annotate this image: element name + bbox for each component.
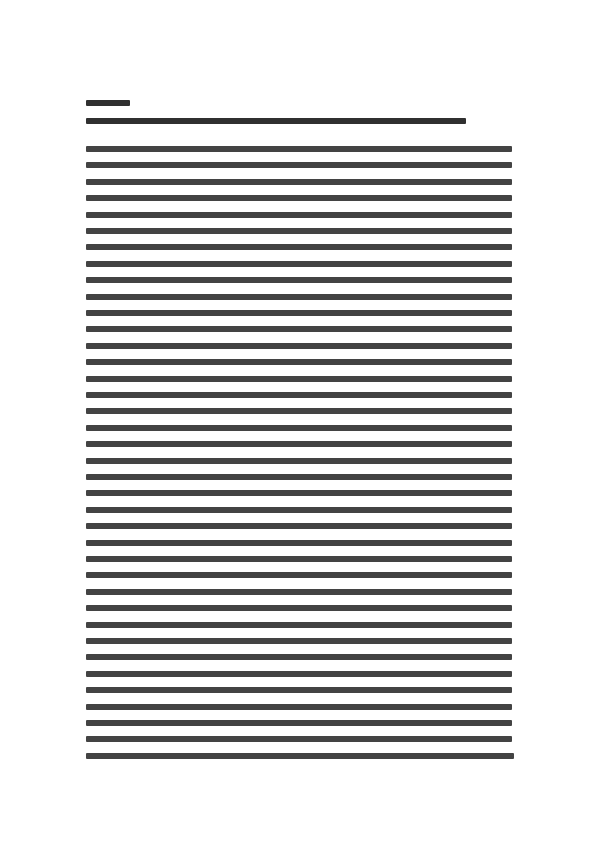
- body-line: [86, 359, 512, 365]
- body-line: [86, 490, 512, 496]
- header-line-2: [86, 118, 466, 124]
- body-line: [86, 408, 512, 414]
- body-line: [86, 195, 512, 201]
- body-line: [86, 753, 514, 759]
- body-line: [86, 556, 512, 562]
- body-line: [86, 146, 512, 152]
- body-line: [86, 605, 512, 611]
- body-line: [86, 704, 512, 710]
- body-line: [86, 310, 512, 316]
- body-line: [86, 589, 512, 595]
- body-line: [86, 441, 512, 447]
- body-line: [86, 507, 512, 513]
- body-line: [86, 671, 512, 677]
- body-line: [86, 392, 512, 398]
- body-line: [86, 720, 512, 726]
- body-line: [86, 261, 512, 267]
- body-line: [86, 523, 512, 529]
- body-line: [86, 622, 512, 628]
- body-line: [86, 736, 512, 742]
- body-line: [86, 294, 512, 300]
- body-line: [86, 228, 512, 234]
- body-line: [86, 343, 512, 349]
- body-line: [86, 277, 512, 283]
- body-line: [86, 458, 512, 464]
- body-line: [86, 162, 512, 168]
- body-line: [86, 326, 512, 332]
- body-line: [86, 212, 512, 218]
- body-line: [86, 244, 512, 250]
- body-line: [86, 425, 512, 431]
- body-line: [86, 179, 512, 185]
- body-line: [86, 474, 512, 480]
- body-line: [86, 572, 512, 578]
- header-line-1: [86, 100, 130, 106]
- body-line: [86, 654, 512, 660]
- body-line: [86, 376, 512, 382]
- body-line: [86, 540, 512, 546]
- body-line: [86, 687, 512, 693]
- body-line: [86, 638, 512, 644]
